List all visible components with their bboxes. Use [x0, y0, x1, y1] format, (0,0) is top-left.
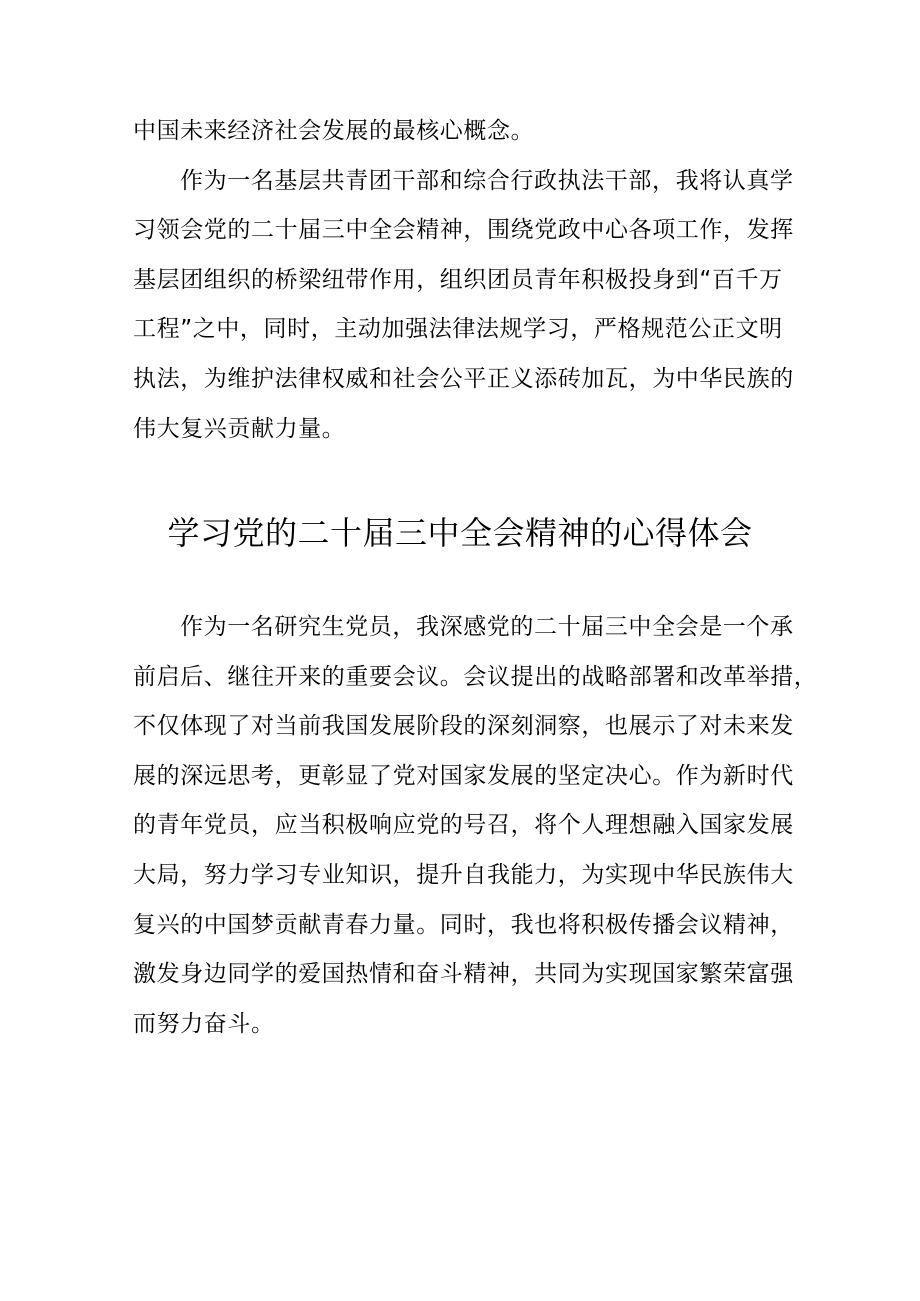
paragraph-line: 作为一名研究生党员，我深感党的二十届三中全会是一个承 — [180, 614, 794, 640]
paragraph-line: 作为一名基层共青团干部和综合行政执法干部，我将认真学 — [180, 167, 794, 194]
paragraph-line: 习领会党的二十届三中全会精神，围绕党政中心各项工作，发挥 — [133, 217, 794, 244]
paragraph-line: 大局，努力学习专业知识，提升自我能力，为实现中华民族伟大 — [133, 861, 794, 888]
paragraph-line: 不仅体现了对当前我国发展阶段的深刻洞察，也展示了对未来发 — [133, 713, 794, 740]
paragraph-line: 工程”之中，同时，主动加强法律法规学习，严格规范公正文明 — [133, 316, 783, 343]
paragraph-line: 而努力奋斗。 — [133, 1010, 275, 1037]
paragraph-line: 的青年党员，应当积极响应党的号召，将个人理想融入国家发展 — [133, 812, 794, 839]
paragraph-line: 前启后、继往开来的重要会议。会议提出的战略部署和改革举措， — [133, 663, 818, 690]
text-block-top — [133, 107, 793, 454]
text-block-bottom — [133, 603, 818, 1049]
paragraph-line: 伟大复兴贡献力量。 — [133, 415, 346, 442]
paragraph-line: 展的深远思考，更彰显了党对国家发展的坚定决心。作为新时代 — [133, 762, 794, 789]
paragraph-line: 中国未来经济社会发展的最核心概念。 — [133, 118, 535, 144]
section-title: 学习党的二十届三中全会精神的心得体会 — [167, 514, 753, 552]
paragraph-line: 复兴的中国梦贡献青春力量。同时，我也将积极传播会议精神， — [133, 911, 794, 938]
paragraph-line: 基层团组织的桥梁纽带作用，组织团员青年积极投身到“百千万 — [133, 266, 783, 293]
paragraph-line: 激发身边同学的爱国热情和奋斗精神，共同为实现国家繁荣富强 — [133, 961, 794, 988]
paragraph-line: 执法，为维护法律权威和社会公平正义添砖加瓦，为中华民族的 — [133, 365, 794, 392]
